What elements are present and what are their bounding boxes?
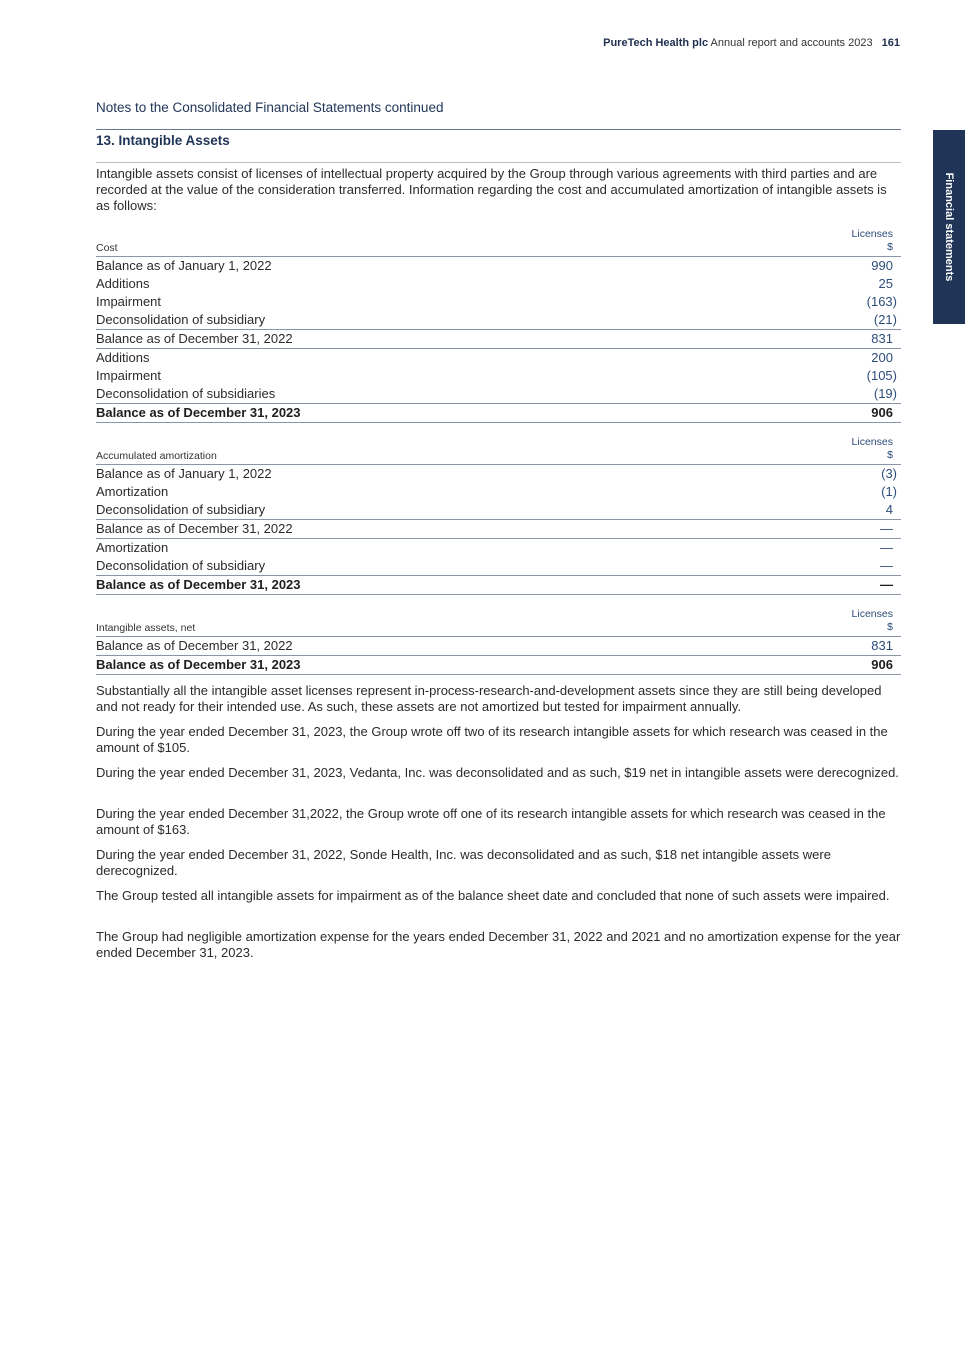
table-row: Deconsolidation of subsidiaries (19) [96,386,897,401]
cost-table [96,228,901,423]
body-paragraph: During the year ended December 31, 2023, Vedanta, Inc. was deconsolidated and as such, $19 net in intangible assets were derecognized. [96,765,899,780]
intro-paragraph: Intangible assets consist of licenses of intellectual property acquired by the Group through various agreements with third parties and are recorded at the value of the consideration transferred. Information regarding the cost and accumulated amortization of intangible assets is as follows: [96,166,887,213]
page-number: 161 [881,37,900,49]
table-row: Amortization — [96,540,893,555]
column-header: Licenses $ [851,228,893,253]
table-header [96,436,901,465]
notes-title: Notes to the Consolidated Financial Statements continued [96,100,444,115]
table-row: Balance as of January 1, 2022 (3) [96,466,897,481]
column-header: Licenses $ [851,436,893,461]
table-row: Deconsolidation of subsidiary 4 [96,502,893,517]
table-row: Deconsolidation of subsidiary — [96,558,893,573]
column-header: Licenses $ [851,608,893,633]
body-paragraph: Substantially all the intangible asset licenses represent in-process-research-and-development assets since they are still being developed and not ready for their intended use. As such, these assets are not amortized but tested for impairment annually. [96,683,882,714]
body-paragraph: During the year ended December 31,2022, the Group wrote off one of its research intangible assets for which research was ceased in the amount of $163. [96,806,886,837]
table-caption: Accumulated amortization [96,450,217,462]
company-name: PureTech Health plc [603,37,709,49]
table-row-total: Balance as of December 31, 2023 906 [96,403,901,423]
body-paragraph: During the year ended December 31, 2022, Sonde Health, Inc. was deconsolidated and as such, $18 net intangible assets were derecognized. [96,847,831,878]
table-row: Deconsolidation of subsidiary (21) [96,312,897,327]
side-tab-label: Financial statements [943,172,955,282]
report-title: Annual report and accounts 2023 [710,37,873,49]
table-row: Additions 200 [96,350,893,365]
table-header [96,228,901,257]
body-paragraph: The Group had negligible amortization expense for the years ended December 31, 2022 and 2021 and no amortization expense for the year ended December 31, 2023. [96,929,901,960]
amortization-table [96,436,901,595]
net-table [96,608,901,675]
body-paragraph: The Group tested all intangible assets for impairment as of the balance sheet date and concluded that none of such assets were impaired. [96,888,890,903]
page-header [603,37,900,49]
table-caption: Intangible assets, net [96,622,196,634]
table-row-subtotal: Balance as of December 31, 2022 831 [96,329,901,349]
divider [96,129,901,130]
table-row: Balance as of December 31, 2022 831 [96,638,893,653]
section-side-tab[interactable] [933,130,965,324]
table-row: Impairment (163) [96,294,897,309]
section-title: 13. Intangible Assets [96,133,230,148]
table-caption: Cost [96,242,118,254]
table-row: Impairment (105) [96,368,897,383]
table-row: Amortization (1) [96,484,897,499]
table-row-total: Balance as of December 31, 2023 906 [96,655,901,675]
table-row-total: Balance as of December 31, 2023 — [96,575,901,595]
divider [96,162,901,163]
table-row-subtotal: Balance as of December 31, 2022 — [96,519,901,539]
table-header [96,608,901,637]
body-paragraph: During the year ended December 31, 2023, the Group wrote off two of its research intangible assets for which research was ceased in the amount of $105. [96,724,888,755]
table-row: Additions 25 [96,276,893,291]
table-row: Balance as of January 1, 2022 990 [96,258,893,273]
